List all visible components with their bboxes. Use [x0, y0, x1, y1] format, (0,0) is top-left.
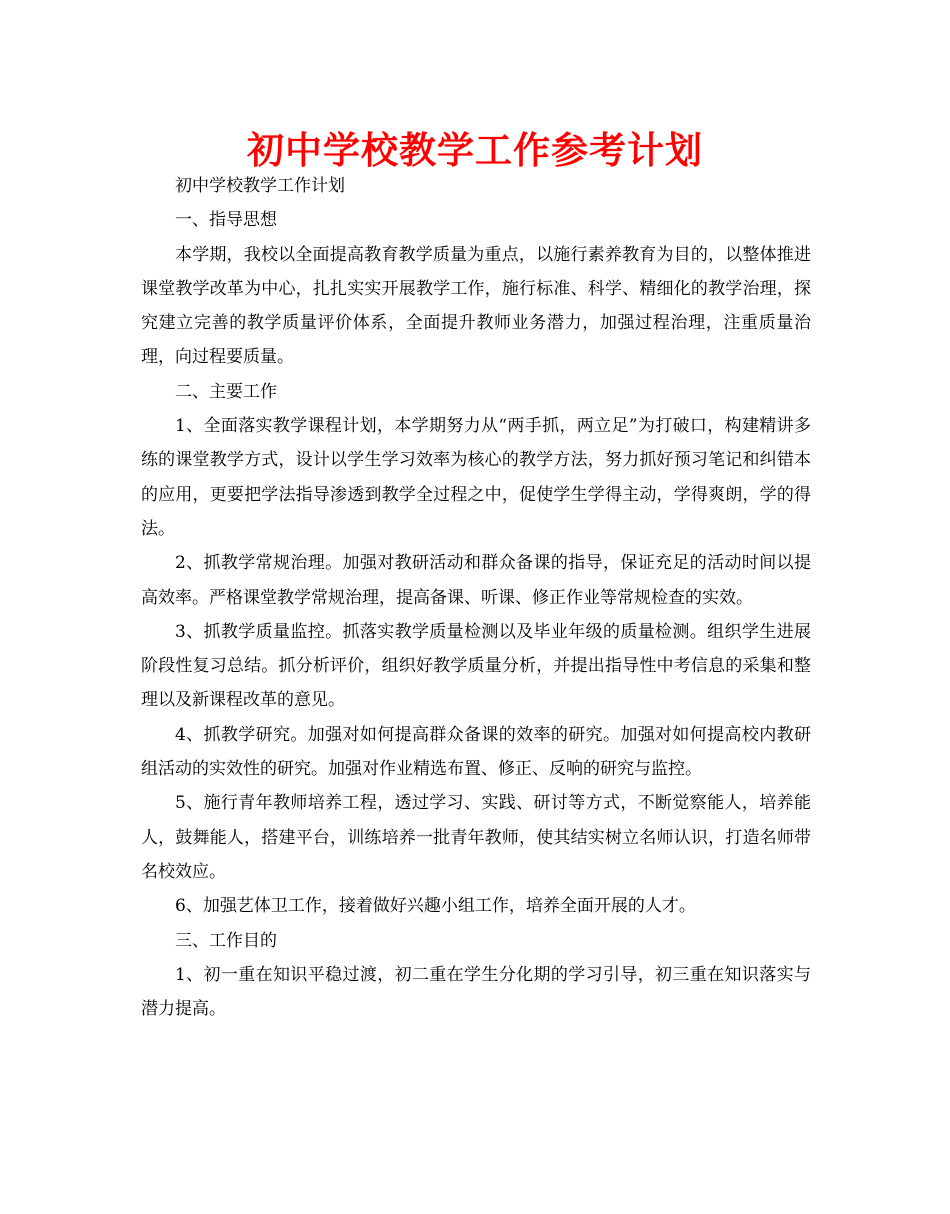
section-heading-main-work: 二、主要工作: [175, 381, 277, 402]
paragraph-main-work-1: 1、全面落实教学课程计划，本学期努力从“两手抓，两立足”为打破口，构建精讲多练的课堂教学方式，设计以学生学习效率为核心的教学方法，努力抓好预习笔记和纠错本的应用，更要把学法指导渗透到教学全过程之中，促使学生学得主动，学得爽朗，学的得法。: [141, 416, 811, 539]
paragraph-work-goals-1: 1、初一重在知识平稳过渡，初二重在学生分化期的学习引导，初三重在知识落实与潜力提高。: [141, 964, 811, 1020]
section-heading-guiding-ideology: 一、指导思想: [175, 210, 277, 231]
paragraph-subtitle: 初中学校教学工作计划: [175, 176, 345, 196]
paragraph-guiding-ideology: 本学期，我校以全面提高教育教学质量为重点，以施行素养教育为目的，以整体推进课堂教学改革为中心，扎扎实实开展教学工作，施行标准、科学、精细化的教学治理，探究建立完善的教学质量评价体系，全面提升教师业务潜力，加强过程治理，注重质量治理，向过程要质量。: [141, 244, 811, 368]
section-heading-work-goals: 三、工作目的: [175, 930, 277, 951]
paragraph-main-work-6: 6、加强艺体卫工作，接着做好兴趣小组工作，培养全面开展的人才。: [175, 896, 696, 917]
paragraph-main-work-5: 5、施行青年教师培养工程，透过学习、实践、研讨等方式，不断觉察能人，培养能人，鼓舞能人，搭建平台，训练培养一批青年教师，使其结实树立名师认识，打造名师带名校效应。: [141, 793, 811, 882]
paragraph-main-work-4: 4、抓教学研究。加强对如何提高群众备课的效率的研究。加强对如何提高校内教研组活动的实效性的研究。加强对作业精选布置、修正、反响的研究与监控。: [141, 724, 811, 780]
document-title: 初中学校教学工作参考计划: [247, 128, 703, 172]
document-body: [141, 169, 811, 1026]
paragraph-main-work-3: 3、抓教学质量监控。抓落实教学质量检测以及毕业年级的质量检测。组织学生进展阶段性复习总结。抓分析评价，组织好教学质量分析，并提出指导性中考信息的采集和整理以及新课程改革的意见。: [141, 621, 811, 711]
paragraph-main-work-2: 2、抓教学常规治理。加强对教研活动和群众备课的指导，保证充足的活动时间以提高效率。严格课堂教学常规治理，提高备课、听课、修正作业等常规检查的实效。: [141, 553, 811, 608]
